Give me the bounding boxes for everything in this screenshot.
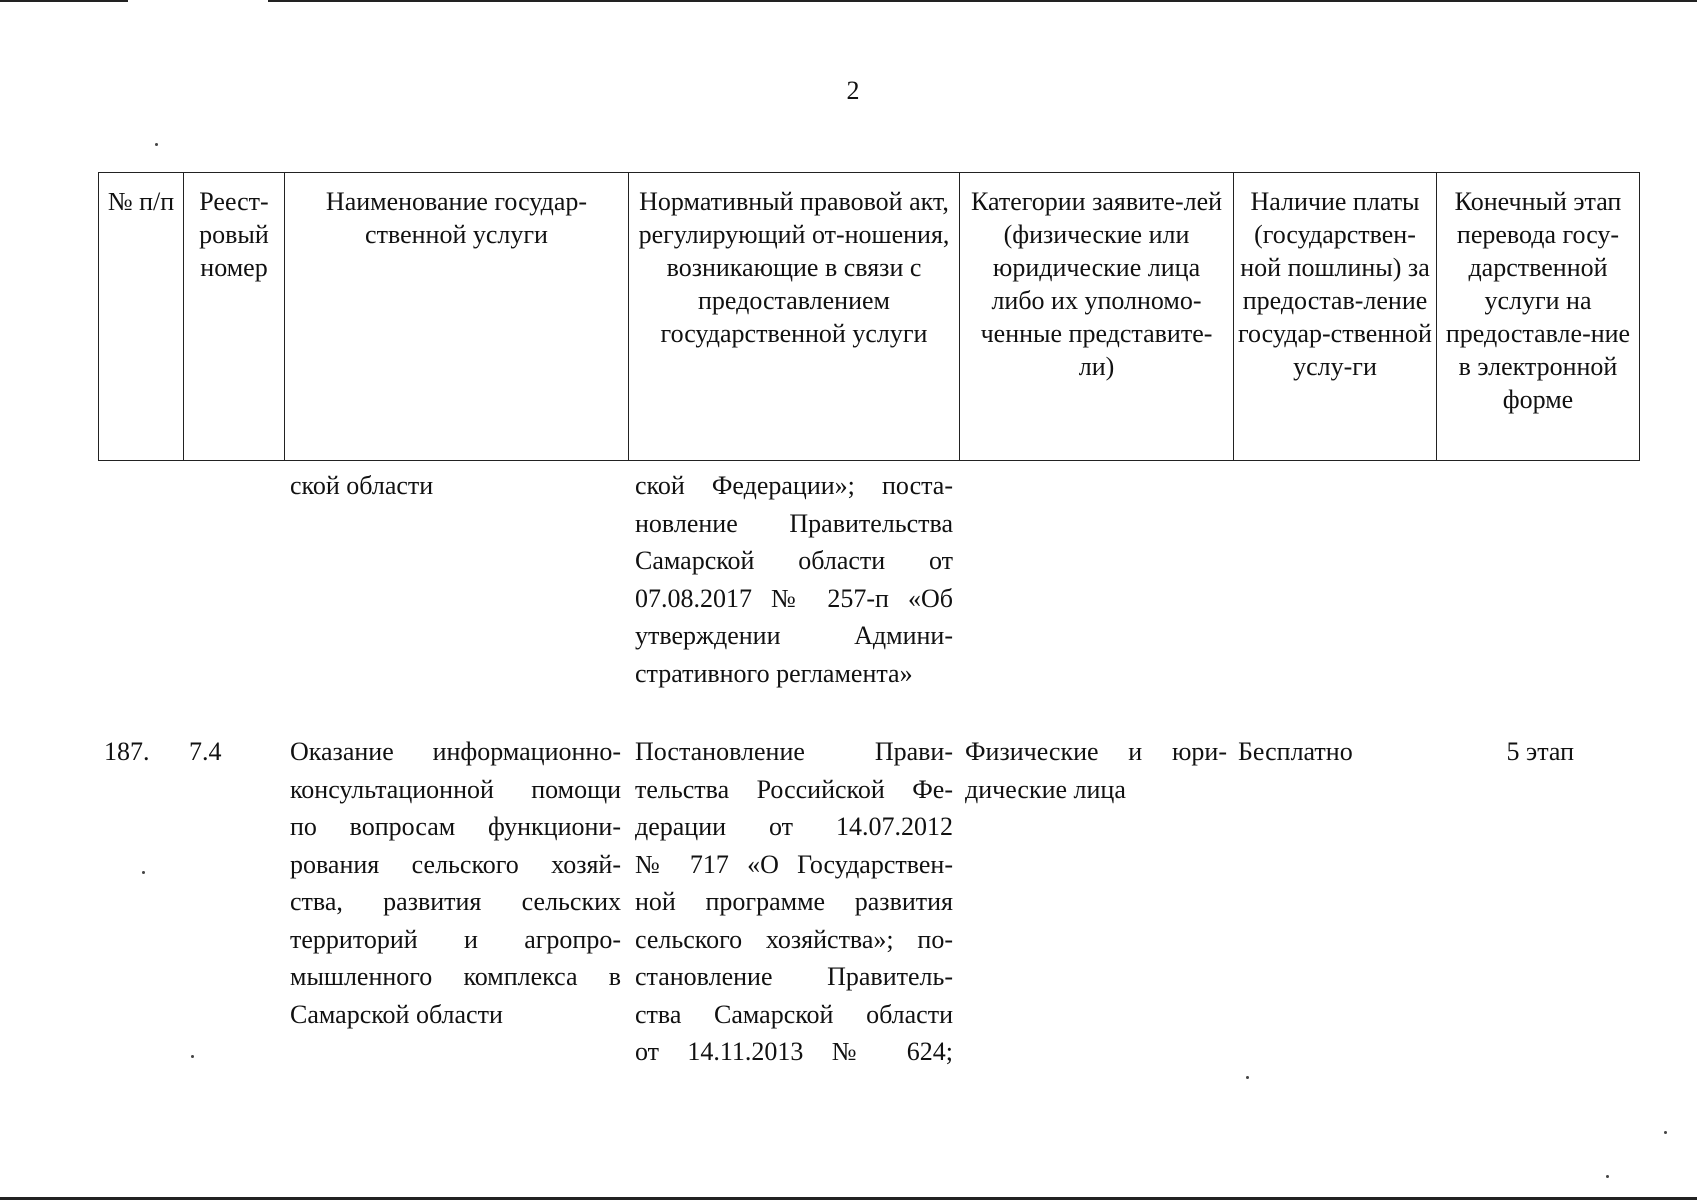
text-line: 07.08.2017 № 257-п «Об <box>635 583 953 613</box>
text-line: Самарской области от <box>635 546 953 575</box>
top-border-line-left <box>0 0 128 2</box>
final-stage-value: 5 этап <box>1506 737 1574 766</box>
text-line: сельского хозяйства»; по- <box>635 924 953 954</box>
text-line: от 14.11.2013 № 624; <box>635 1037 953 1066</box>
scan-speck <box>155 143 158 146</box>
header-cell-fee: Наличие платы (государствен-ной пошлины) за предостав-ление государ-ственной услу-ги <box>1234 173 1437 461</box>
applicant-categories <box>965 733 1227 808</box>
legal-act-continuation <box>635 467 953 692</box>
registry-number: 7.4 <box>189 737 222 766</box>
header-cell-legal-act: Нормативный правовой акт, регулирующий от-ношения, возникающие в связи с предоставлением государственной услуги <box>629 173 960 461</box>
scan-speck <box>142 871 145 874</box>
legal-act <box>635 733 953 1071</box>
scan-speck <box>1664 1131 1667 1134</box>
text-line: по вопросам функциони- <box>290 812 621 841</box>
text-line: ской Федерации»; поста- <box>635 471 953 500</box>
text-line: Оказание информационно- <box>290 737 621 766</box>
scan-speck <box>1246 1076 1249 1079</box>
page-number: 2 <box>846 76 860 105</box>
text-line: Физические и юри- <box>965 737 1227 766</box>
text-line: дические лица <box>965 774 1126 804</box>
text-line: новление Правительства <box>635 508 953 538</box>
header-cell-registry-number: Реест-ровый номер <box>184 173 285 461</box>
text-line: ства, развития сельских <box>290 887 621 916</box>
text-line: № 717 «О Государствен- <box>635 849 953 879</box>
scan-speck <box>1606 1175 1609 1178</box>
text-line: консультационной помощи <box>290 774 621 804</box>
text-line: мышленного комплекса в <box>290 962 621 991</box>
text-line: ной программе развития <box>635 887 953 916</box>
header-cell-service-name: Наименование государ-ственной услуги <box>285 173 629 461</box>
text-line: Постановление Прави- <box>635 737 953 766</box>
top-border-line-right <box>268 0 1697 2</box>
text-line: дерации от 14.07.2012 <box>635 812 953 841</box>
text-line: территорий и агропро- <box>290 924 621 954</box>
service-name-continuation: ской области <box>290 471 434 500</box>
scan-speck <box>191 1055 194 1058</box>
header-cell-applicant-categories: Категории заявите-лей (физические или юридические лица либо их уполномо-ченные представите-ли) <box>960 173 1234 461</box>
text-line: тельства Российской Фе- <box>635 774 953 804</box>
table-header <box>98 172 1640 461</box>
fee-value: Бесплатно <box>1238 737 1353 766</box>
text-line: ства Самарской области <box>635 999 953 1029</box>
text-line: становление Правитель- <box>635 962 953 991</box>
text-line: Самарской области <box>290 999 503 1029</box>
text-line: стративного регламента» <box>635 658 913 688</box>
text-line: утверждении Админи- <box>635 621 953 650</box>
row-number: 187. <box>104 737 150 766</box>
service-name <box>290 733 621 1033</box>
header-cell-number: № п/п <box>99 173 184 461</box>
header-cell-final-stage: Конечный этап перевода госу-дарственной услуги на предоставле-ние в электронной форме <box>1437 173 1640 461</box>
text-line: рования сельского хозяй- <box>290 849 621 879</box>
